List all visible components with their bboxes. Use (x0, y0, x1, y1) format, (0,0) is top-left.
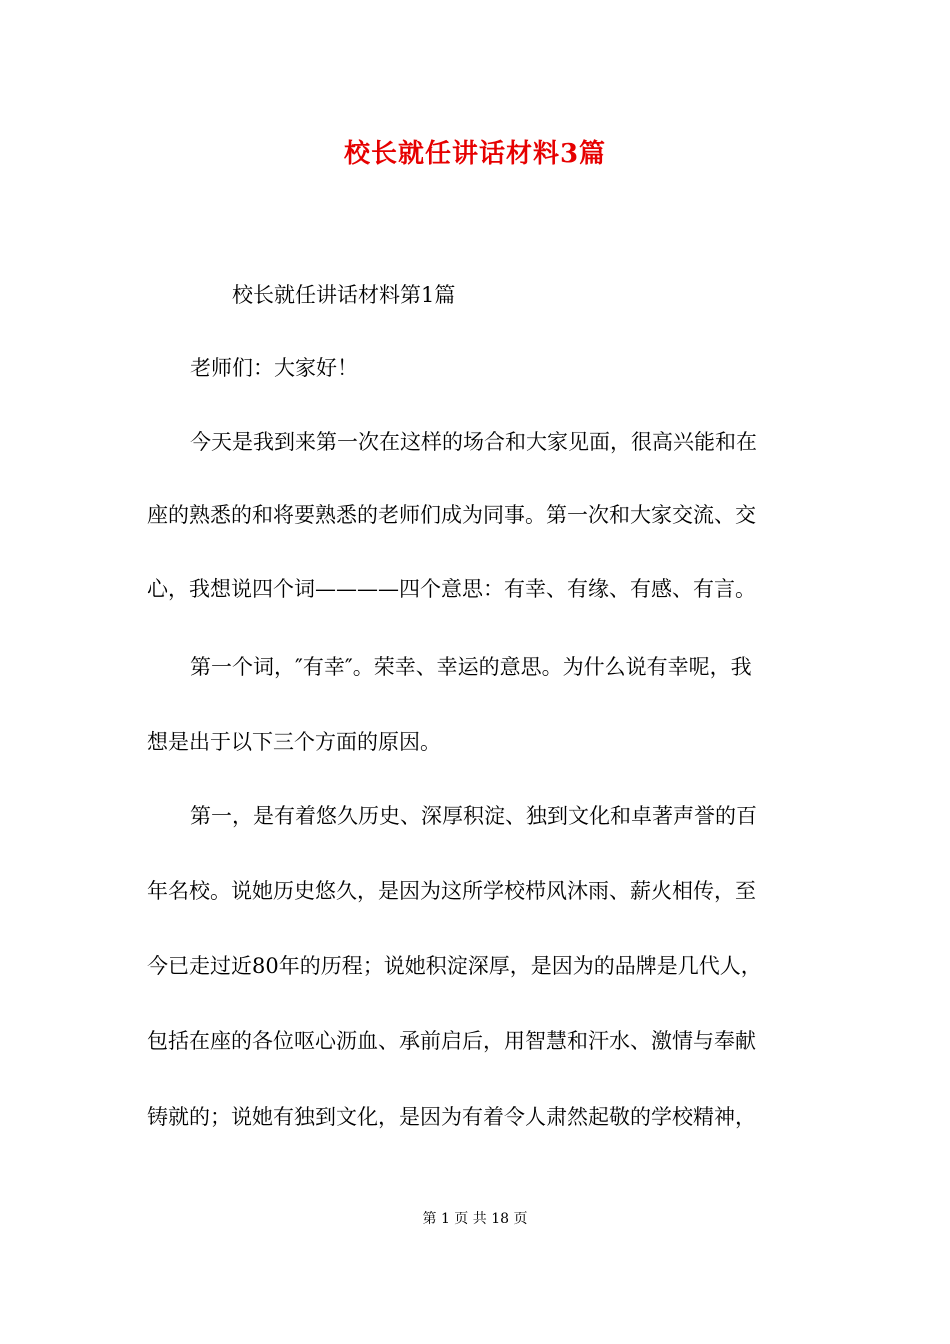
paragraph-line: 包括在座的各位呕心沥血、承前启后，用智慧和汗水、激情与奉献 (147, 1029, 756, 1053)
paragraph-line: 第一个词，″有幸″。荣幸、幸运的意思。为什么说有幸呢，我 (190, 655, 752, 679)
paragraph-line: 年名校。说她历史悠久，是因为这所学校栉风沐雨、薪火相传，至 (147, 879, 756, 903)
paragraph-line: 今天是我到来第一次在这样的场合和大家见面，很高兴能和在 (190, 430, 757, 454)
salutation: 老师们：大家好！ (190, 356, 358, 380)
document-title: 校长就任讲话材料3篇 (343, 139, 607, 169)
paragraph-line: 今已走过近80年的历程；说她积淀深厚，是因为的品牌是几代人， (147, 954, 762, 978)
paragraph-line: 座的熟悉的和将要熟悉的老师们成为同事。第一次和大家交流、交 (147, 503, 756, 527)
page-number: 第 1 页 共 18 页 (422, 1211, 528, 1227)
paragraph-line: 第一，是有着悠久历史、深厚积淀、独到文化和卓著声誉的百 (190, 804, 757, 828)
paragraph-line: 想是出于以下三个方面的原因。 (147, 730, 441, 754)
paragraph-line: 心，我想说四个词————四个意思：有幸、有缘、有感、有言。 (147, 577, 756, 601)
paragraph-line: 铸就的；说她有独到文化，是因为有着令人肃然起敬的学校精神， (147, 1105, 756, 1129)
section-heading: 校长就任讲话材料第1篇 (232, 283, 456, 307)
